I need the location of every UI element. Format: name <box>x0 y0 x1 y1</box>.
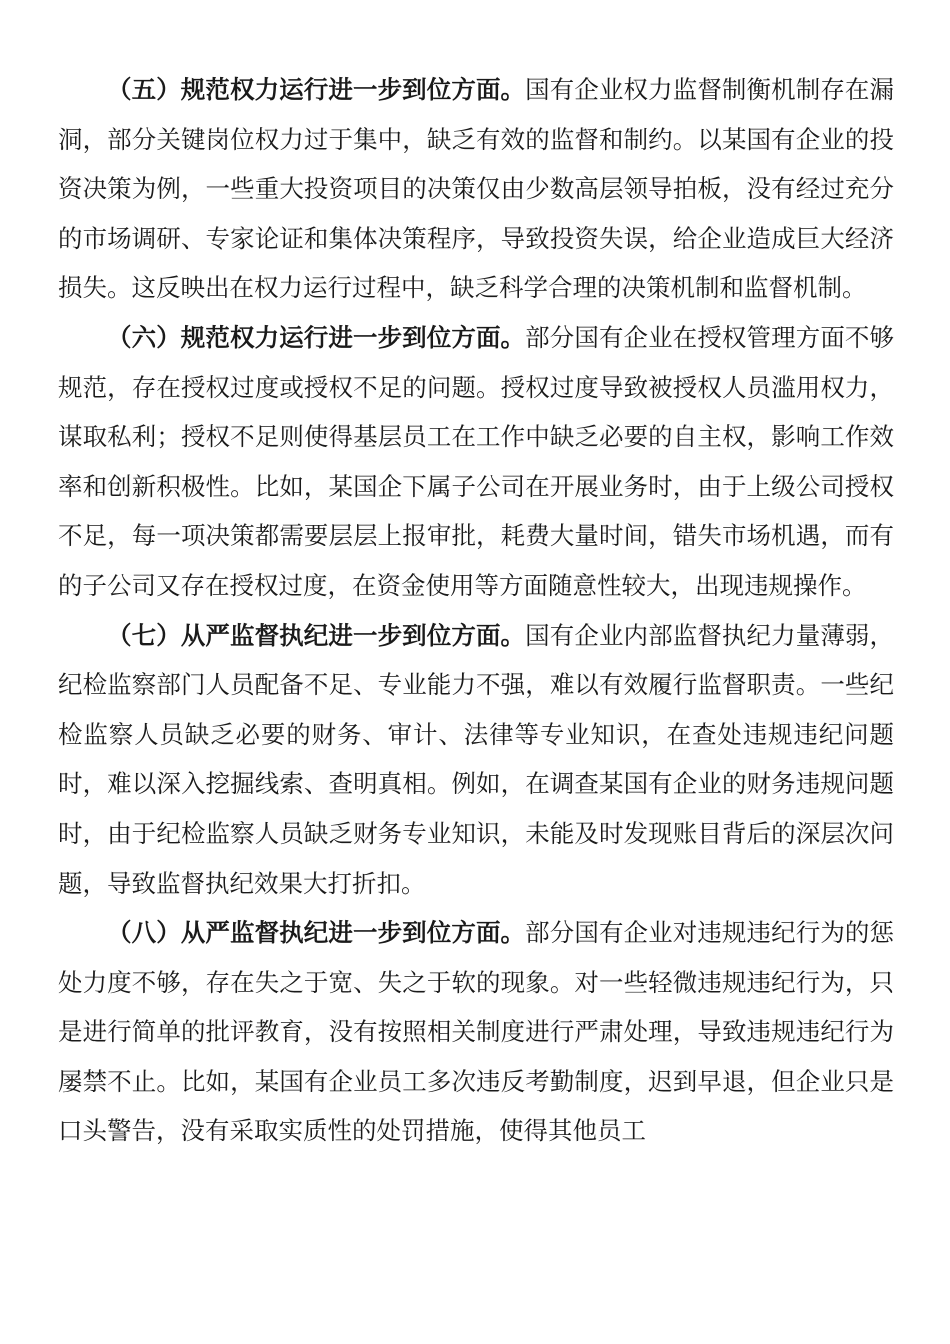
paragraph-5 <box>58 65 894 313</box>
document-page <box>58 65 894 1156</box>
paragraph-6 <box>58 313 894 611</box>
paragraph-heading: （六）规范权力运行进一步到位方面。 <box>107 322 526 352</box>
paragraph-7 <box>58 611 894 909</box>
paragraph-body: 国有企业内部监督执纪力量薄弱，纪检监察部门人员配备不足、专业能力不强，难以有效履行监督职责。一些纪检监察人员缺乏必要的财务、审计、法律等专业知识，在查处违规违纪问题时，难以深入挖掘线索、查明真相。例如，在调查某国有企业的财务违规问题时，由于纪检监察人员缺乏财务专业知识，未能及时发现账目背后的深层次问题，导致监督执纪效果大打折扣。 <box>58 620 895 898</box>
paragraph-heading: （八）从严监督执纪进一步到位方面。 <box>107 918 526 948</box>
paragraph-heading: （七）从严监督执纪进一步到位方面。 <box>107 620 526 650</box>
paragraph-body: 国有企业权力监督制衡机制存在漏洞，部分关键岗位权力过于集中，缺乏有效的监督和制约。以某国有企业的投资决策为例，一些重大投资项目的决策仅由少数高层领导拍板，没有经过充分的市场调研、专家论证和集体决策程序，导致投资失误，给企业造成巨大经济损失。这反映出在权力运行过程中，缺乏科学合理的决策机制和监督机制。 <box>58 75 895 303</box>
paragraph-heading: （五）规范权力运行进一步到位方面。 <box>107 75 526 104</box>
paragraph-8 <box>58 908 894 1156</box>
paragraph-body: 部分国有企业在授权管理方面不够规范，存在授权过度或授权不足的问题。授权过度导致被授权人员滥用权力，谋取私利；授权不足则使得基层员工在工作中缺乏必要的自主权，影响工作效率和创新积极性。比如，某国企下属子公司在开展业务时，由于上级公司授权不足，每一项决策都需要层层上报审批，耗费大量时间，错失市场机遇，而有的子公司又存在授权过度，在资金使用等方面随意性较大，出现违规操作。 <box>58 322 895 600</box>
paragraph-body: 部分国有企业对违规违纪行为的惩处力度不够，存在失之于宽、失之于软的现象。对一些轻微违规违纪行为，只是进行简单的批评教育，没有按照相关制度进行严肃处理，导致违规违纪行为屡禁不止。比如，某国有企业员工多次违反考勤制度，迟到早退，但企业只是口头警告，没有采取实质性的处罚措施，使得其他员工 <box>58 918 895 1146</box>
